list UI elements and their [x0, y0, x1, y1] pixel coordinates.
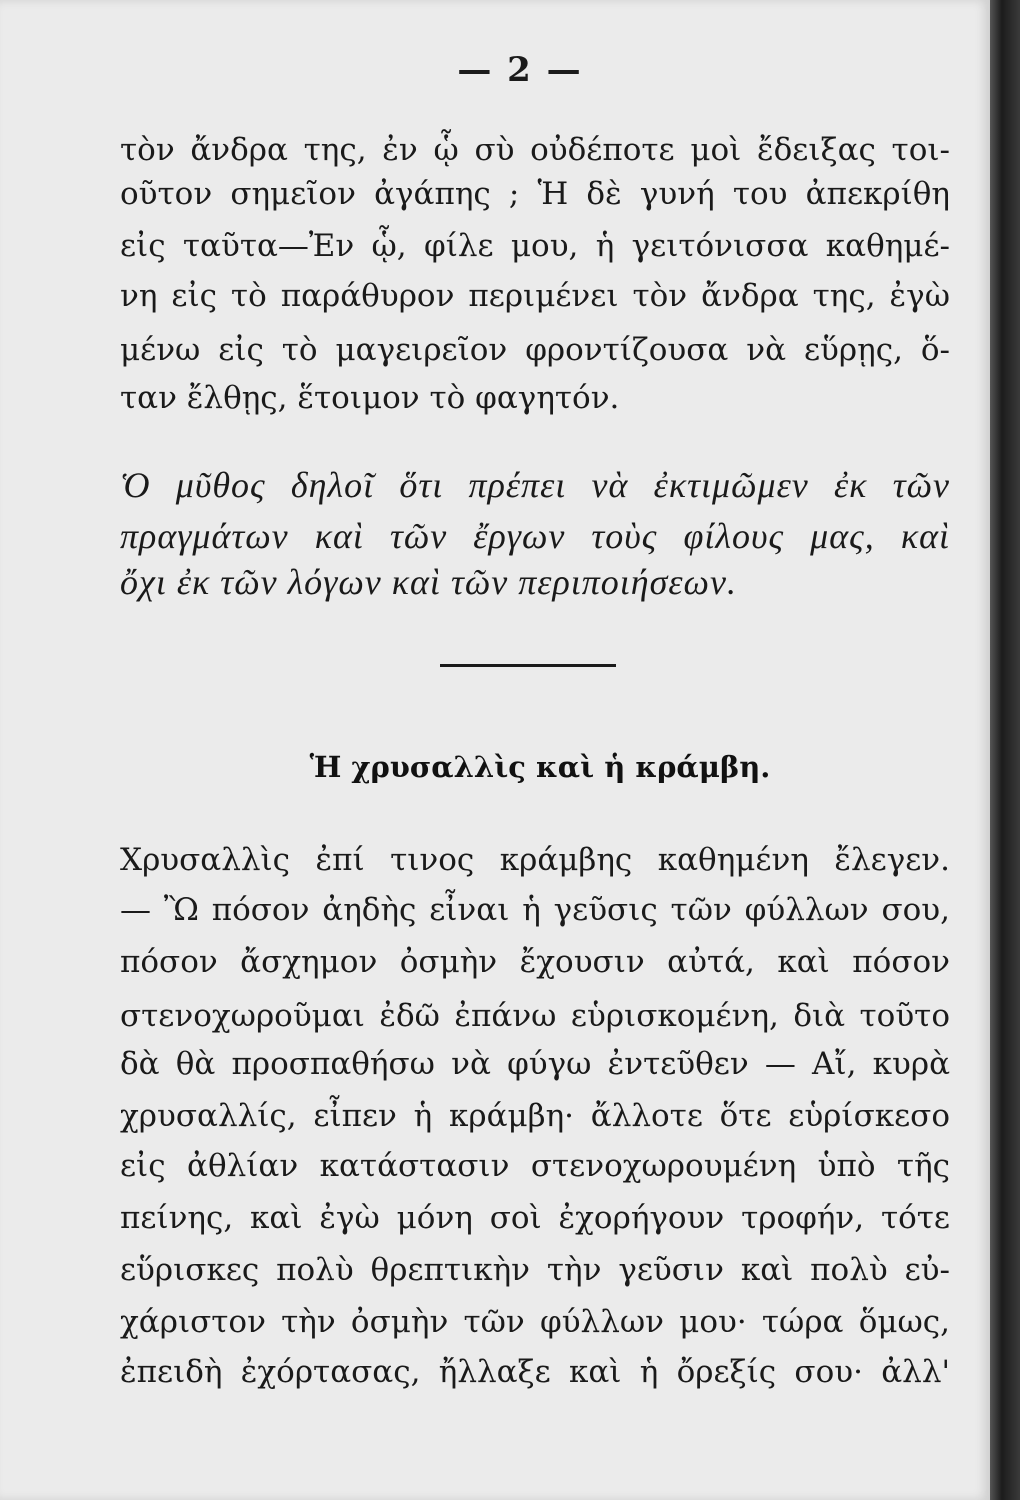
paragraph-1-line: ταν ἔλθῃς, ἕτοιμον τὸ φαγητόν. — [120, 380, 620, 416]
fable-body-line: χρυσαλλίς, εἶπεν ἡ κράμβη· ἄλλοτε ὅτε εὑρίσκεσο — [120, 1098, 950, 1134]
paragraph-1-line: νη εἰς τὸ παράθυρον περιμένει τὸν ἄνδρα της, ἐγὼ — [120, 278, 950, 314]
fable-body-line: στενοχωροῦμαι ἐδῶ ἐπάνω εὑρισκομένη, διὰ τοῦτο — [120, 998, 950, 1034]
fable-body-line: ἐπειδὴ ἐχόρτασας, ἤλλαξε καὶ ἡ ὄρεξίς σου· ἀλλ' — [120, 1354, 950, 1390]
fable-body-line: πόσον ἄσχημον ὀσμὴν ἔχουσιν αὐτά, καὶ πόσον — [120, 944, 950, 980]
moral-line: ὄχι ἐκ τῶν λόγων καὶ τῶν περιποιήσεων. — [120, 562, 737, 602]
fable-body-line: δὰ θὰ προσπαθήσω νὰ φύγω ἐντεῦθεν — Αἴ, κυρὰ — [120, 1046, 950, 1082]
fable-body-line: πείνης, καὶ ἐγὼ μόνη σοὶ ἐχορήγουν τροφήν, τότε — [120, 1200, 950, 1236]
moral-line: Ὁ μῦθος δηλοῖ ὅτι πρέπει νὰ ἐκτιμῶμεν ἐκ τῶν — [120, 465, 950, 505]
fable-body-line: εἰς ἀθλίαν κατάστασιν στενοχωρουμένη ὑπὸ τῆς — [120, 1148, 950, 1184]
page-number: — 2 — — [457, 50, 583, 90]
fable-body-line: — Ὢ πόσον ἀηδὴς εἶναι ἡ γεῦσις τῶν φύλλων σου, — [120, 892, 950, 928]
fable-body-line: Χρυσαλλὶς ἐπί τινος κράμβης καθημένη ἔλεγεν. — [120, 842, 950, 878]
page-edge-shadow — [990, 0, 1020, 1500]
paragraph-1-line: τὸν ἄνδρα της, ἐν ᾧ σὺ οὐδέποτε μοὶ ἔδειξας τοι- — [120, 132, 950, 168]
fable-body-line: εὕρισκες πολὺ θρεπτικὴν τὴν γεῦσιν καὶ πολὺ εὐ- — [120, 1252, 950, 1288]
paragraph-1-line: οῦτον σημεῖον ἀγάπης ; Ἡ δὲ γυνή του ἀπεκρίθη — [120, 176, 950, 212]
section-divider — [440, 664, 616, 667]
fable-title: Ἡ χρυσαλλὶς καὶ ἡ κράμβη. — [309, 750, 771, 784]
paragraph-1-line: μένω εἰς τὸ μαγειρεῖον φροντίζουσα νὰ εὕρῃς, ὅ- — [120, 332, 950, 368]
moral-line: πραγμάτων καὶ τῶν ἔργων τοὺς φίλους μας, καὶ — [120, 516, 950, 556]
fable-body-line: χάριστον τὴν ὀσμὴν τῶν φύλλων μου· τώρα ὅμως, — [120, 1304, 950, 1340]
paragraph-1-line: εἰς ταῦτα—Ἐν ᾧ, φίλε μου, ἡ γειτόνισσα καθημέ- — [120, 228, 950, 264]
